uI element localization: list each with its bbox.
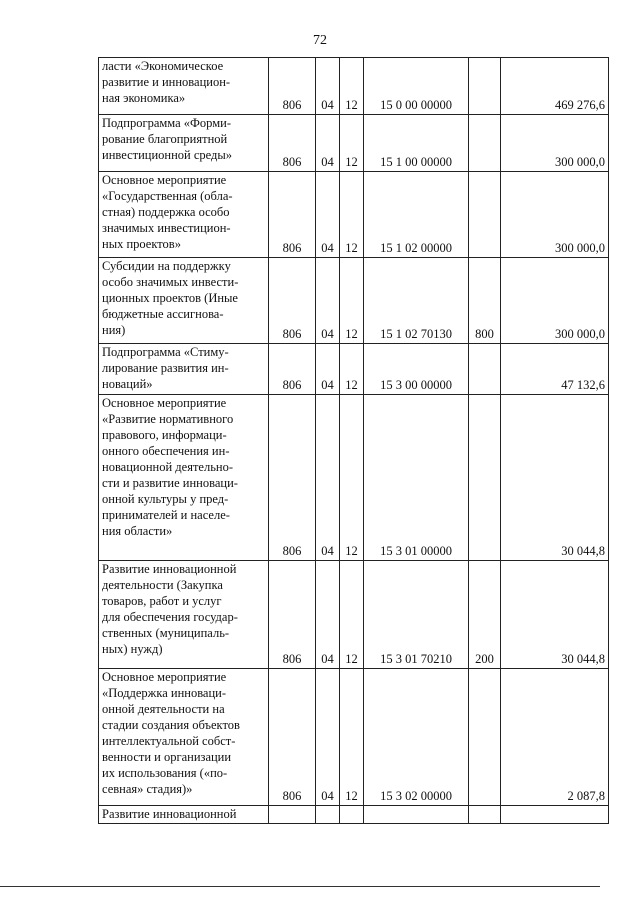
item-name-line: Основное мероприятие <box>102 173 227 187</box>
expense-type-cell <box>469 395 501 561</box>
item-name-line: Подпрограмма «Стиму- <box>102 345 229 359</box>
target-article-cell: 15 0 00 00000 <box>364 58 469 115</box>
amount-cell: 30 044,8 <box>501 395 609 561</box>
amount-cell: 2 087,8 <box>501 669 609 806</box>
amount-cell: 30 044,8 <box>501 561 609 669</box>
subsection-code-cell: 12 <box>340 58 364 115</box>
target-article-cell: 15 1 00 00000 <box>364 115 469 172</box>
item-name-line: ных проектов» <box>102 237 181 251</box>
table-row <box>99 806 609 824</box>
item-name-line: правового, информаци- <box>102 428 227 442</box>
item-name-line: сти и развитие инноваци- <box>102 476 238 490</box>
subsection-code-cell: 12 <box>340 258 364 344</box>
section-code-cell: 04 <box>316 115 340 172</box>
item-name-cell <box>99 561 269 669</box>
item-name-line: бюджетные ассигнова- <box>102 307 224 321</box>
page-number: 72 <box>313 33 327 48</box>
target-article-cell: 15 1 02 00000 <box>364 172 469 258</box>
expense-type-cell <box>469 58 501 115</box>
target-article-cell: 15 1 02 70130 <box>364 258 469 344</box>
ministry-code-cell: 806 <box>269 395 316 561</box>
ministry-code-cell: 806 <box>269 258 316 344</box>
ministry-code-cell: 806 <box>269 172 316 258</box>
item-name-line: венности и организации <box>102 750 232 764</box>
item-name-line: ния) <box>102 323 126 337</box>
item-name-line: «Государственная (обла- <box>102 189 233 203</box>
item-name-line: ния области» <box>102 524 173 538</box>
item-name-cell <box>99 258 269 344</box>
section-code-cell: 04 <box>316 58 340 115</box>
table-row <box>99 172 609 258</box>
item-name-line: принимателей и населе- <box>102 508 230 522</box>
section-code-cell: 04 <box>316 172 340 258</box>
expense-type-cell: 200 <box>469 561 501 669</box>
target-article-cell: 15 3 01 70210 <box>364 561 469 669</box>
expense-type-cell <box>469 172 501 258</box>
ministry-code-cell: 806 <box>269 561 316 669</box>
item-name-line: Основное мероприятие <box>102 396 227 410</box>
section-code-cell <box>316 806 340 824</box>
item-name-line: севная» стадия)» <box>102 782 193 796</box>
budget-table <box>98 57 609 824</box>
item-name-line: развитие и инновацион- <box>102 75 231 89</box>
item-name-line: онной культуры у пред- <box>102 492 229 506</box>
item-name-line: новаций» <box>102 377 153 391</box>
amount-cell <box>501 806 609 824</box>
subsection-code-cell: 12 <box>340 561 364 669</box>
expense-type-cell: 800 <box>469 258 501 344</box>
ministry-code-cell: 806 <box>269 58 316 115</box>
amount-cell: 300 000,0 <box>501 258 609 344</box>
section-code-cell: 04 <box>316 395 340 561</box>
item-name-line: «Поддержка инноваци- <box>102 686 227 700</box>
table-row <box>99 395 609 561</box>
subsection-code-cell: 12 <box>340 395 364 561</box>
item-name-line: для обеспечения государ- <box>102 610 238 624</box>
table-row <box>99 344 609 395</box>
expense-type-cell <box>469 669 501 806</box>
item-name-line: деятельности (Закупка <box>102 578 223 592</box>
subsection-code-cell: 12 <box>340 344 364 395</box>
target-article-cell: 15 3 01 00000 <box>364 395 469 561</box>
amount-cell: 300 000,0 <box>501 172 609 258</box>
item-name-cell <box>99 172 269 258</box>
subsection-code-cell: 12 <box>340 669 364 806</box>
ministry-code-cell: 806 <box>269 669 316 806</box>
item-name-cell <box>99 395 269 561</box>
target-article-cell <box>364 806 469 824</box>
ministry-code-cell: 806 <box>269 115 316 172</box>
item-name-cell <box>99 344 269 395</box>
item-name-cell <box>99 115 269 172</box>
item-name-line: Развитие инновационной <box>102 562 237 576</box>
item-name-line: ционных проектов (Иные <box>102 291 238 305</box>
item-name-cell <box>99 669 269 806</box>
table-row <box>99 669 609 806</box>
item-name-line: ласти «Экономическое <box>102 59 224 73</box>
table-row <box>99 115 609 172</box>
item-name-cell <box>99 806 269 824</box>
item-name-line: онной деятельности на <box>102 702 225 716</box>
item-name-line: Развитие инновационной <box>102 807 237 821</box>
table-row <box>99 58 609 115</box>
section-code-cell: 04 <box>316 258 340 344</box>
section-code-cell: 04 <box>316 344 340 395</box>
item-name-line: новационной деятельно- <box>102 460 234 474</box>
footer-rule <box>0 886 600 887</box>
item-name-line: ная экономика» <box>102 91 186 105</box>
target-article-cell: 15 3 00 00000 <box>364 344 469 395</box>
section-code-cell: 04 <box>316 669 340 806</box>
item-name-line: интеллектуальной собст- <box>102 734 236 748</box>
amount-cell: 300 000,0 <box>501 115 609 172</box>
item-name-line: рование благоприятной <box>102 132 228 146</box>
item-name-line: «Развитие нормативного <box>102 412 234 426</box>
item-name-line: стная) поддержка особо <box>102 205 230 219</box>
item-name-line: ных) нужд) <box>102 642 163 656</box>
item-name-cell <box>99 58 269 115</box>
item-name-line: их использования («по- <box>102 766 228 780</box>
ministry-code-cell: 806 <box>269 344 316 395</box>
item-name-line: лирование развития ин- <box>102 361 229 375</box>
subsection-code-cell: 12 <box>340 115 364 172</box>
target-article-cell: 15 3 02 00000 <box>364 669 469 806</box>
item-name-line: особо значимых инвести- <box>102 275 239 289</box>
subsection-code-cell <box>340 806 364 824</box>
expense-type-cell <box>469 806 501 824</box>
subsection-code-cell: 12 <box>340 172 364 258</box>
item-name-line: онного обеспечения ин- <box>102 444 230 458</box>
item-name-line: Основное мероприятие <box>102 670 227 684</box>
item-name-line: стадии создания объектов <box>102 718 240 732</box>
item-name-line: Субсидии на поддержку <box>102 259 231 273</box>
amount-cell: 47 132,6 <box>501 344 609 395</box>
item-name-line: инвестиционной среды» <box>102 148 233 162</box>
expense-type-cell <box>469 344 501 395</box>
item-name-line: товаров, работ и услуг <box>102 594 222 608</box>
item-name-line: значимых инвестицион- <box>102 221 231 235</box>
table-row <box>99 561 609 669</box>
item-name-line: ственных (муниципаль- <box>102 626 230 640</box>
section-code-cell: 04 <box>316 561 340 669</box>
amount-cell: 469 276,6 <box>501 58 609 115</box>
table-body <box>99 58 609 824</box>
ministry-code-cell <box>269 806 316 824</box>
item-name-line: Подпрограмма «Форми- <box>102 116 231 130</box>
expense-type-cell <box>469 115 501 172</box>
table-row <box>99 258 609 344</box>
